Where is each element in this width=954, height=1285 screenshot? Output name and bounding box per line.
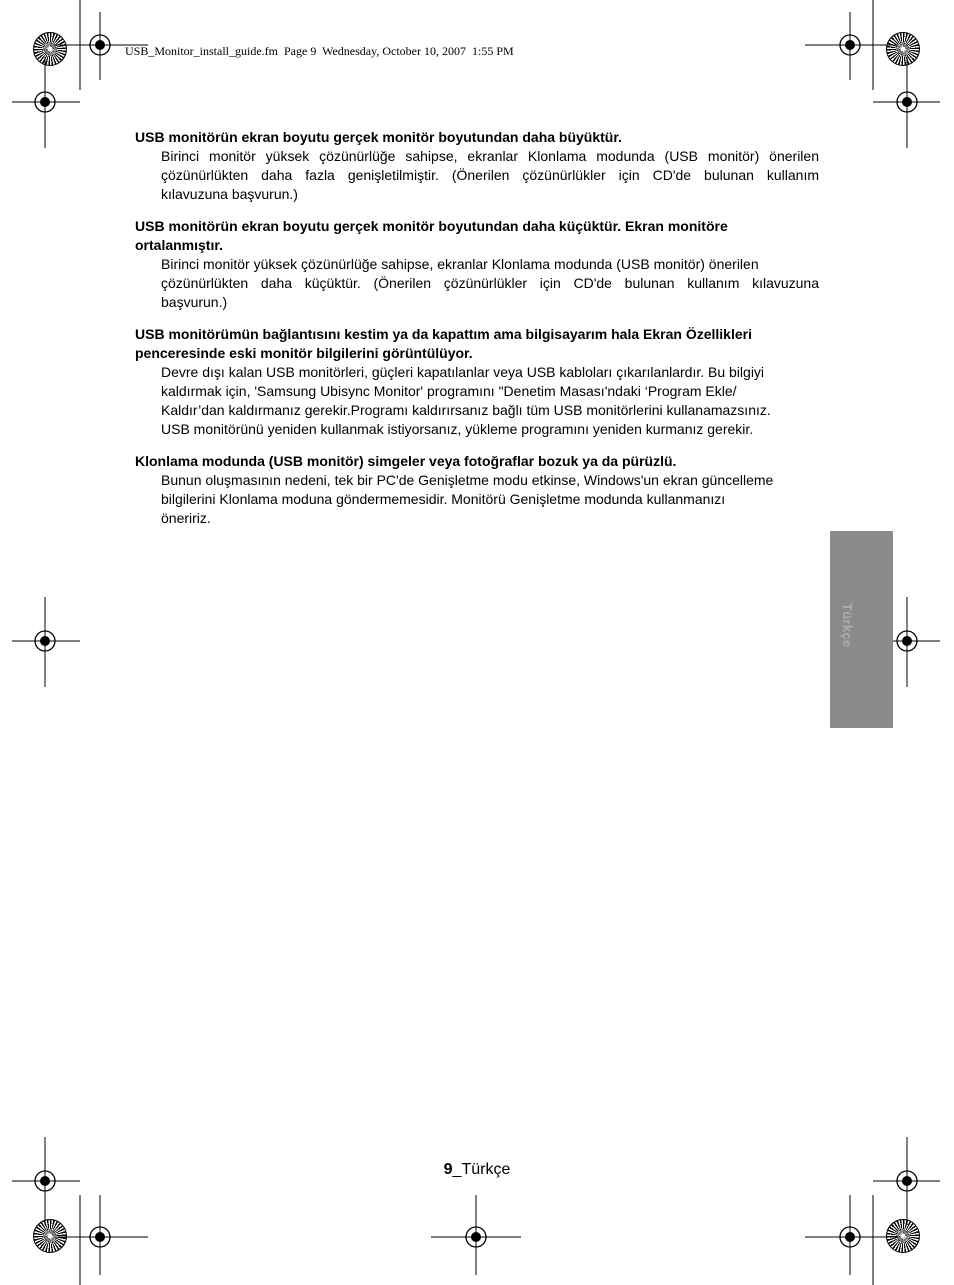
section-body-line: Birinci monitör yüksek çözünürlüğe sahipse, ekranlar Klonlama modunda (USB monitör) önerilen [161, 148, 819, 164]
crosshair-mark [873, 1137, 940, 1225]
crosshair-mark [431, 1195, 521, 1275]
crosshair-mark [55, 1195, 148, 1275]
section-body-line: Birinci monitör yüksek çözünürlüğe sahipse, ekranlar Klonlama modunda (USB monitör) önerilen [161, 256, 759, 272]
section-body-line: Bunun oluşmasının nedeni, tek bir PC'de Genişletme modu etkinse, Windows'un ekran güncelleme [161, 472, 774, 488]
section-body-line: kaldırmak için, 'Samsung Ubisync Monitor' programını "Denetim Masası'ndaki ‘Program Ekle/ [161, 383, 737, 399]
registration-starburst-top-right [886, 32, 920, 66]
section-body-line: USB monitörünü yeniden kullanmak istiyorsanız, yükleme programını yeniden kurmanız gerekir. [161, 421, 754, 437]
document-file-info: USB_Monitor_install_guide.fm Page 9 Wednesday, October 10, 2007 1:55 PM [125, 44, 514, 58]
crosshair-mark [805, 12, 898, 80]
crosshair-mark [12, 1137, 80, 1225]
section-body-line: Devre dışı kalan USB monitörleri, güçleri kapatılanlar veya USB kabloları çıkarılanlardır. Bu bilgiyi [161, 364, 765, 380]
section-heading: USB monitörün ekran boyutu gerçek monitör boyutundan daha büyüktür. [135, 129, 622, 145]
crosshair-mark [12, 597, 80, 687]
page-language-label: _Türkçe [452, 1161, 511, 1178]
language-side-tab [830, 531, 893, 728]
section-body [161, 147, 819, 204]
registration-starburst-bottom-right [886, 1219, 920, 1253]
troubleshooting-section [135, 325, 819, 439]
troubleshooting-section [135, 217, 819, 312]
page-content [135, 128, 819, 541]
page-number: 9 [443, 1161, 453, 1178]
section-body-line: başvurun.) [161, 294, 228, 310]
section-body-line: Kaldır’dan kaldırmanız gerekir.Programı kaldırırsanız bağlı tüm USB monitörlerini kullanamazsınız. [161, 402, 771, 418]
registration-starburst-top-left [33, 32, 67, 66]
section-body-line: çözünürlükten daha fazla genişletilmiştir. (Önerilen çözünürlükler için CD'de bulunan kullanım [161, 167, 819, 183]
crosshair-mark [873, 57, 940, 148]
section-body-line: öneririz. [161, 510, 211, 526]
section-body-line: kılavuzuna başvurun.) [161, 186, 298, 202]
section-body [161, 363, 819, 439]
language-tab-label: Türkçe [840, 603, 855, 648]
crosshair-mark [12, 57, 80, 148]
section-heading: USB monitörümün bağlantısını kestim ya da kapattım ama bilgisayarım hala Ekran Özellikleri [135, 326, 752, 342]
crosshair-mark [805, 1195, 898, 1275]
page-footer [0, 1160, 954, 1180]
section-body-line: çözünürlükten daha küçüktür. (Önerilen çözünürlükler için CD'de bulunan kullanım kılavuzuna [161, 275, 819, 291]
section-body [161, 471, 819, 528]
troubleshooting-section [135, 452, 819, 528]
section-heading: penceresinde eski monitör bilgilerini görüntülüyor. [135, 345, 473, 361]
section-body [161, 255, 819, 312]
section-heading: Klonlama modunda (USB monitör) simgeler veya fotoğraflar bozuk ya da pürüzlü. [135, 453, 677, 469]
section-body-line: bilgilerini Klonlama moduna göndermemesidir. Monitörü Genişletme modunda kullanmanızı [161, 491, 726, 507]
section-heading: ortalanmıştır. [135, 237, 223, 253]
troubleshooting-section [135, 128, 819, 204]
registration-starburst-bottom-left [33, 1219, 67, 1253]
section-heading: USB monitörün ekran boyutu gerçek monitör boyutundan daha küçüktür. Ekran monitöre [135, 218, 728, 234]
